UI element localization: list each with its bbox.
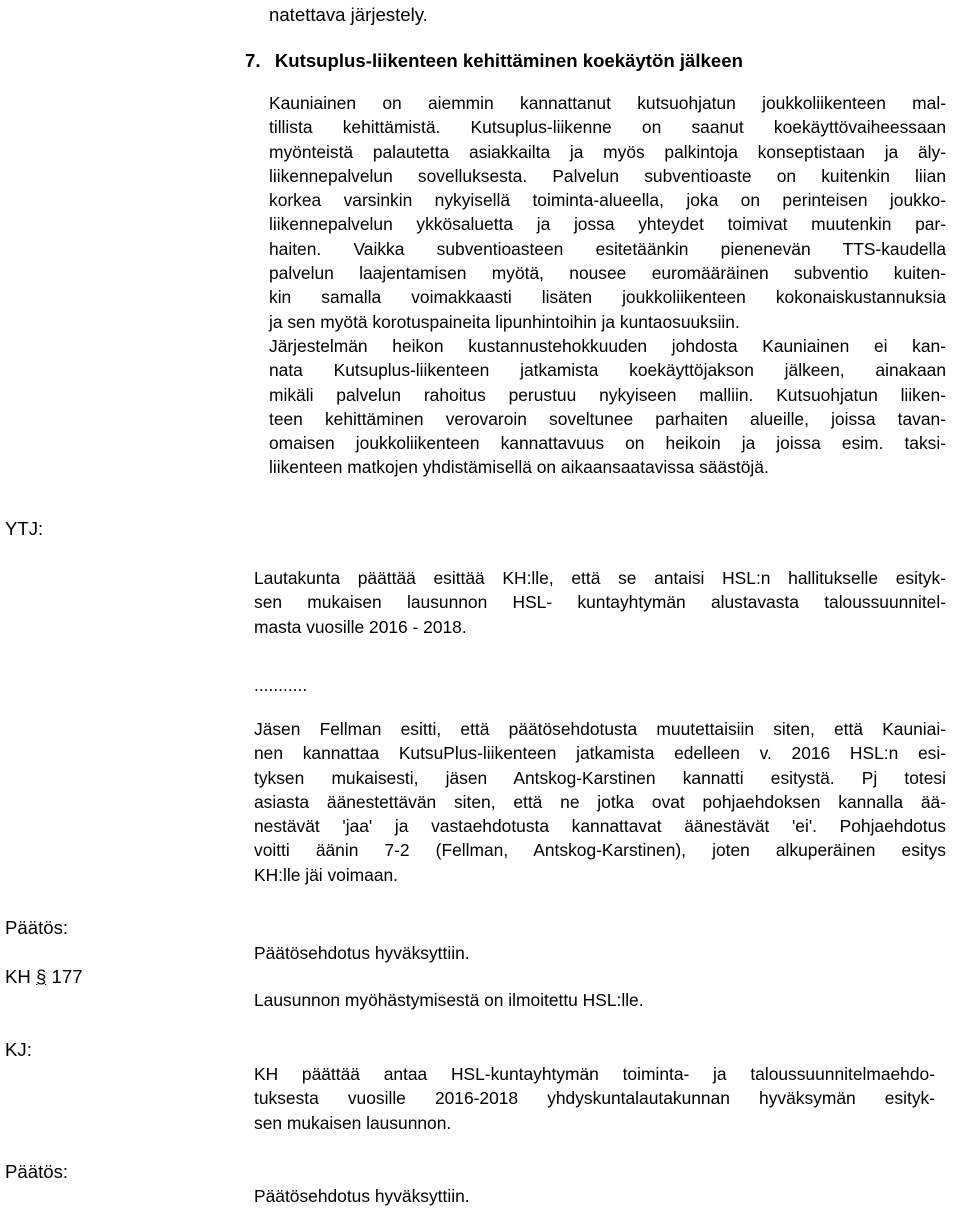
paragraph-line: ja sen myötä korotuspaineita lipunhintoihin ja kuntaosuuksiin.	[269, 311, 740, 332]
decision-text: Päätösehdotus hyväksyttiin.	[254, 1186, 470, 1206]
section-title: Kutsuplus-liikenteen kehittäminen koekäytön jälkeen	[274, 50, 743, 71]
ytj-label: YTJ:	[5, 518, 44, 539]
kj-label: KJ:	[5, 1039, 32, 1060]
paragraph-line: Jäsen Fellman esitti, että päätösehdotusta muutettaisiin siten, että Kauniai-	[254, 719, 946, 739]
paragraph-line: haiten. Vaikka subventioasteen esitetäänkin pienenevän TTS-kaudella	[269, 238, 946, 259]
paragraph-line: omaisen joukkoliikenteen kannattavuus on heikoin ja joissa esim. taksi-	[269, 433, 946, 454]
paragraph-line: nen kannattaa KutsuPlus-liikenteen jatkamista edelleen v. 2016 HSL:n esi-	[254, 743, 946, 764]
late-notice: Lausunnon myöhästymisestä on ilmoitettu HSL:lle.	[254, 990, 644, 1010]
body-paragraph	[269, 91, 946, 480]
kh-section-reference	[5, 965, 83, 989]
paragraph-line: Lautakunta päättää esittää KH:lle, että se antaisi HSL:n hallitukselle esityk-	[254, 568, 946, 588]
paragraph-line: liikenteen matkojen yhdistämisellä on aikaansaatavissa säästöjä.	[269, 457, 769, 478]
ellipsis-separator: ...........	[254, 675, 308, 695]
paragraph-line: palvelun laajentamisen myötä, nousee euromääräinen subventio kuiten-	[269, 263, 946, 284]
paragraph-line: teen kehittäminen verovaroin soveltunee parhaiten alueille, joissa tavan-	[269, 408, 946, 429]
paragraph-line: KH päättää antaa HSL-kuntayhtymän toiminta- ja taloussuunnitelmaehdo-	[254, 1064, 935, 1084]
paragraph-line: nestävät 'jaa' ja vastaehdotusta kannattavat äänestävät 'ei'. Pohjaehdotus	[254, 816, 946, 837]
paragraph-line: liikennepalvelun sovelluksesta. Palvelun subventioaste on kuitenkin liian	[269, 165, 946, 186]
kh-prefix: KH	[5, 966, 31, 987]
paragraph-line: voitti äänin 7-2 (Fellman, Antskog-Karstinen), joten alkuperäinen esitys	[254, 840, 946, 861]
paragraph-line: myönteistä palautetta asiakkailta ja myös palkintoja konseptistaan ja äly-	[269, 141, 946, 162]
kh-number: 177	[51, 966, 83, 987]
paragraph-line: kin samalla voimakkaasti lisäten joukkoliikenteen kokonaiskustannuksia	[269, 287, 946, 308]
paragraph-line: tillista kehittämistä. Kutsuplus-liikenne on saanut koekäyttövaiheessaan	[269, 117, 946, 138]
decision-text: Päätösehdotus hyväksyttiin.	[254, 943, 470, 963]
paragraph-line: nata Kutsuplus-liikenteen jatkamista koekäyttöjakson jälkeen, ainakaan	[269, 360, 946, 381]
fellman-paragraph	[254, 717, 946, 887]
ytj-proposal	[254, 566, 946, 639]
section-heading	[245, 49, 743, 73]
section-number: 7.	[245, 50, 261, 71]
paragraph-line: sen mukaisen lausunnon HSL- kuntayhtymän alustavasta taloussuunnitel-	[254, 592, 946, 613]
kj-proposal	[254, 1062, 946, 1135]
paragraph-line: asiasta äänestettävän siten, että ne jotka ovat pohjaehdoksen kannalla ää-	[254, 791, 946, 812]
decision-label: Päätös:	[5, 917, 69, 938]
continued-text: natettava järjestely.	[269, 4, 428, 25]
paragraph-line: mikäli palvelun rahoitus perustuu nykyiseen malliin. Kutsuohjatun liiken-	[269, 384, 946, 405]
paragraph-line: korkea varsinkin nykyisellä toiminta-alueella, joka on perinteisen joukko-	[269, 190, 946, 211]
paragraph-line: sen mukaisen lausunnon.	[254, 1112, 452, 1133]
paragraph-line: masta vuosille 2016 - 2018.	[254, 616, 467, 637]
paragraph-line: liikennepalvelun ykkösaluetta ja jossa yhteydet toimivat muutenkin par-	[269, 214, 946, 235]
section-mark: §	[36, 966, 47, 987]
decision-label: Päätös:	[5, 1161, 69, 1182]
paragraph-line: tuksesta vuosille 2016-2018 yhdyskuntalautakunnan hyväksymän esityk-	[254, 1088, 935, 1109]
paragraph-line: Järjestelmän heikon kustannustehokkuuden johdosta Kauniainen ei kan-	[269, 335, 946, 356]
paragraph-line: KH:lle jäi voimaan.	[254, 864, 399, 885]
paragraph-line: tyksen mukaisesti, jäsen Antskog-Karstinen kannatti esitystä. Pj totesi	[254, 767, 946, 788]
paragraph-line: Kauniainen on aiemmin kannattanut kutsuohjatun joukkoliikenteen mal-	[269, 93, 946, 113]
